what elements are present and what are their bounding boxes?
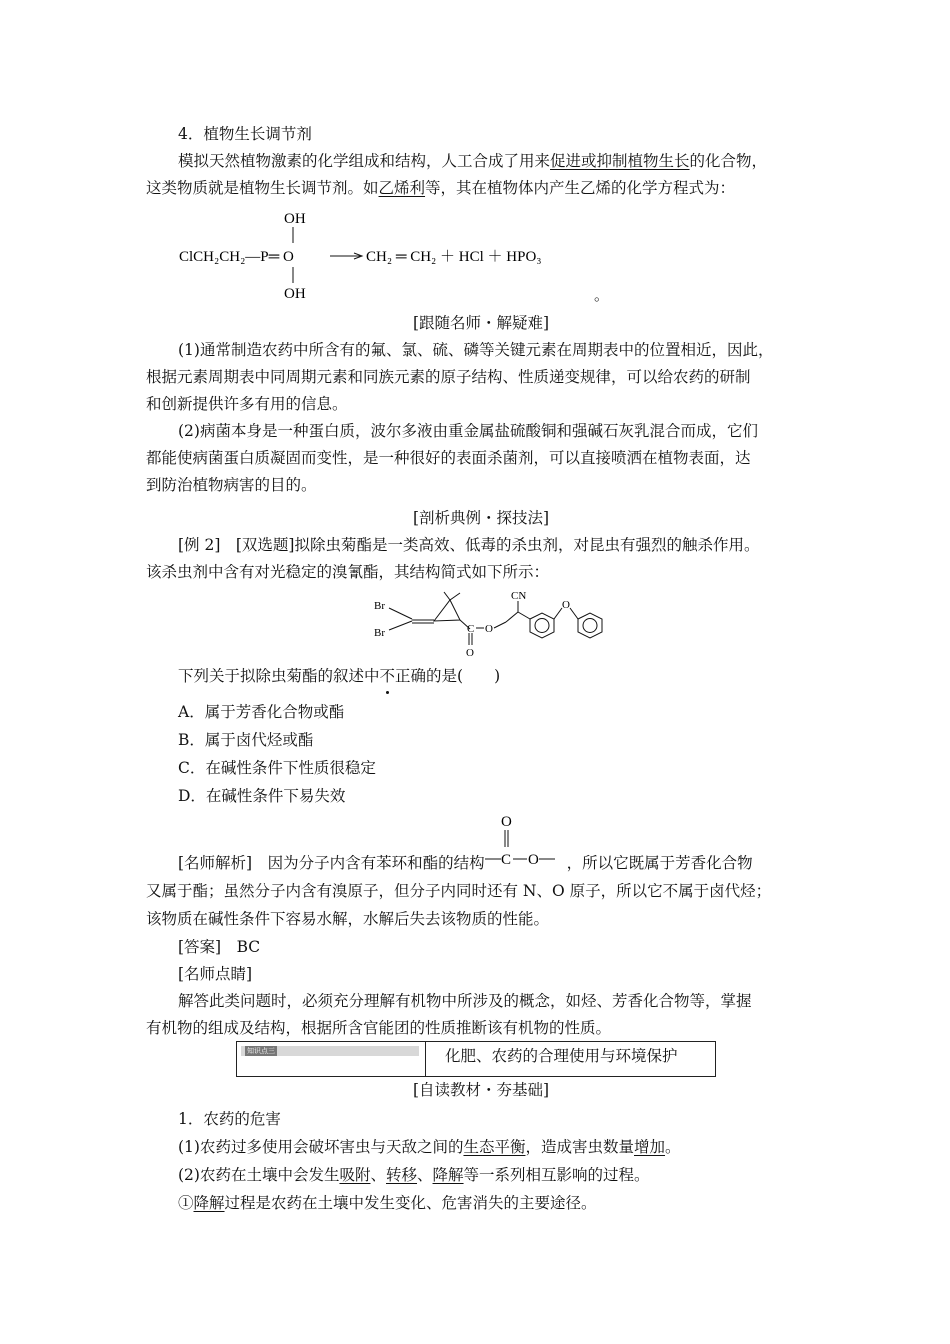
- carbon-label: C: [500, 852, 511, 868]
- option-d: [178, 783, 848, 809]
- text: ①: [178, 1194, 194, 1212]
- benzene-ring: [530, 613, 554, 638]
- tips-line: [146, 1015, 816, 1041]
- methyl-bond: [444, 592, 450, 600]
- bromine-label: Br: [374, 627, 385, 639]
- paragraph-line: [178, 148, 848, 174]
- list-item: [178, 1134, 848, 1160]
- heading-text: [自读教材・夯基础]: [412, 1081, 550, 1099]
- equation-right: CH₂ ═ CH₂ ＋ HCl ＋ HPO₃: [366, 249, 542, 265]
- paragraph-line: [146, 364, 816, 390]
- paragraph-line: [146, 559, 816, 585]
- text: D．在碱性条件下易失效: [178, 787, 346, 805]
- text: 过程是农药在土壤中发生变化、危害消失的主要途径。: [224, 1194, 597, 1212]
- ester-structure: [485, 814, 567, 876]
- text: 有机物的组成及结构，根据所含官能团的性质推断该有机物的性质。: [146, 1019, 612, 1037]
- ethephon-equation: [170, 203, 650, 303]
- oxygen-label: O: [466, 647, 474, 658]
- underlined-term: 增加: [634, 1138, 666, 1156]
- aromatic-circle: [583, 619, 597, 633]
- knowledge-point-box: [236, 1041, 716, 1077]
- text: 解答此类问题时，必须充分理解有机物中所涉及的概念，如烃、芳香化合物等，掌握: [178, 992, 752, 1010]
- answer-line: [178, 934, 848, 960]
- oh-bottom: OH: [284, 286, 306, 302]
- oxygen-label: O: [500, 814, 512, 830]
- text: 该杀虫剂中含有对光稳定的溴氰酯，其结构简式如下所示：: [146, 563, 550, 581]
- methyl-bond: [450, 593, 460, 600]
- text: 根据元素周期表中同周期元素和同族元素的原子结构、性质递变规律，可以给农药的研制: [146, 368, 751, 386]
- option-c: [178, 755, 848, 781]
- bond-line: [389, 621, 412, 630]
- carbon-label: C: [467, 623, 475, 635]
- oxygen-label: O: [562, 599, 570, 611]
- analysis-line: [146, 878, 816, 904]
- text: (1)通常制造农药中所含有的氟、氯、硫、磷等关键元素在周期表中的位置相近，因此，: [178, 341, 774, 359]
- bond-line: [389, 608, 412, 619]
- text: ，造成害虫数量: [525, 1138, 634, 1156]
- text: 下列关于拟除虫菊酯的叙述中: [178, 667, 380, 685]
- underlined-term: 转移: [386, 1166, 418, 1184]
- bond-line: [494, 622, 506, 628]
- phenyl-ring: [578, 613, 602, 638]
- underlined-term: 促进或抑制植物生长: [550, 152, 690, 170]
- section-heading: [178, 121, 848, 147]
- oxygen-label: O: [527, 852, 539, 868]
- text: (2)病菌本身是一种蛋白质，波尔多液由重金属盐硫酸铜和强碱石灰乳混合而成，它们: [178, 422, 758, 440]
- knowledge-title: 化肥、农药的合理使用与环境保护: [445, 1047, 678, 1065]
- ether-bond: [554, 608, 562, 619]
- paragraph-line: [178, 532, 848, 558]
- period: 。: [594, 288, 610, 303]
- underlined-term: 生态平衡: [463, 1138, 526, 1156]
- analysis-line: [178, 814, 848, 876]
- text: 的化合物，: [689, 152, 768, 170]
- text: 都能使病菌蛋白质凝固而变性，是一种很好的表面杀菌剂，可以直接喷洒在植物表面，达: [146, 449, 751, 467]
- text: [名师解析] 因为分子内含有苯环和酯的结构: [178, 854, 485, 872]
- analysis-line: [146, 906, 816, 932]
- text: 等一系列相互影响的过程。: [463, 1166, 650, 1184]
- aromatic-circle: [535, 619, 549, 633]
- ether-bond: [570, 608, 578, 619]
- cyclopropane-ring: [434, 600, 460, 621]
- option-a: [178, 699, 848, 725]
- tips-line: [178, 988, 848, 1014]
- text: [例 2] [双选题]拟除虫菊酯是一类高效、低毒的杀虫剂，对昆虫有强烈的触杀作用。: [178, 536, 760, 554]
- section-heading: [146, 310, 816, 336]
- text: 这类物质就是植物生长调节剂。如: [146, 179, 379, 197]
- knowledge-badge: [241, 1046, 419, 1056]
- section-heading: [146, 1077, 816, 1103]
- section-heading: [146, 505, 816, 531]
- paragraph-line: [146, 445, 816, 471]
- text: B．属于卤代烃或酯: [178, 731, 314, 749]
- text: [名师点睛]: [178, 965, 253, 983]
- text: 等，其在植物体内产生乙烯的化学方程式为：: [425, 179, 736, 197]
- equation-left: ClCH₂CH₂—P═ O: [179, 249, 294, 265]
- bond-line: [518, 612, 530, 619]
- badge-label: 知识点三: [247, 1047, 275, 1055]
- paragraph-line: [146, 391, 816, 417]
- text: 到防治植物病害的目的。: [146, 476, 317, 494]
- text: ，所以它既属于芳香化合物: [566, 854, 753, 872]
- underlined-term: 降解: [193, 1194, 225, 1212]
- text: 正确的是( ): [395, 667, 501, 685]
- emphasized-word: 不: [380, 663, 396, 689]
- tips-heading: [178, 961, 848, 987]
- bromine-label: Br: [374, 600, 385, 612]
- text: 模拟天然植物激素的化学组成和结构，人工合成了用来: [178, 152, 551, 170]
- deltamethrin-structure: [372, 586, 612, 658]
- list-item: [178, 1190, 848, 1216]
- text: (2)农药在土壤中会发生: [178, 1166, 340, 1184]
- subheading: [178, 1106, 848, 1132]
- paragraph-line: [178, 337, 848, 363]
- bond-line: [506, 612, 518, 622]
- text: 。: [665, 1138, 681, 1156]
- text: 1．农药的危害: [178, 1110, 281, 1128]
- heading-text: 4．植物生长调节剂: [178, 125, 312, 143]
- option-b: [178, 727, 848, 753]
- box-divider: [425, 1042, 426, 1076]
- oxygen-label: O: [485, 623, 493, 635]
- list-item: [178, 1162, 848, 1188]
- paragraph-line: [178, 418, 848, 444]
- oh-top: OH: [284, 211, 306, 227]
- underlined-term: 乙烯利: [378, 179, 426, 197]
- cyano-label: CN: [511, 590, 527, 602]
- text: 、: [417, 1166, 433, 1184]
- heading-text: [跟随名师・解疑难]: [412, 314, 550, 332]
- paragraph-line: [146, 472, 816, 498]
- text: 该物质在碱性条件下容易水解，水解后失去该物质的性能。: [146, 910, 550, 928]
- text: 又属于酯；虽然分子内含有溴原子，但分子内同时还有 N、O 原子，所以它不属于卤代烃；: [146, 882, 772, 900]
- underlined-term: 吸附: [339, 1166, 371, 1184]
- text: C．在碱性条件下性质很稳定: [178, 759, 376, 777]
- text: (1)农药过多使用会破坏害虫与天敌之间的: [178, 1138, 464, 1156]
- underlined-term: 降解: [432, 1166, 464, 1184]
- text: 、: [370, 1166, 386, 1184]
- heading-text: [剖析典例・探技法]: [412, 509, 550, 527]
- text: [答案] BC: [178, 938, 261, 956]
- text: 和创新提供许多有用的信息。: [146, 395, 348, 413]
- text: A．属于芳香化合物或酯: [178, 703, 345, 721]
- paragraph-line: [146, 175, 816, 201]
- question-line: [178, 663, 848, 689]
